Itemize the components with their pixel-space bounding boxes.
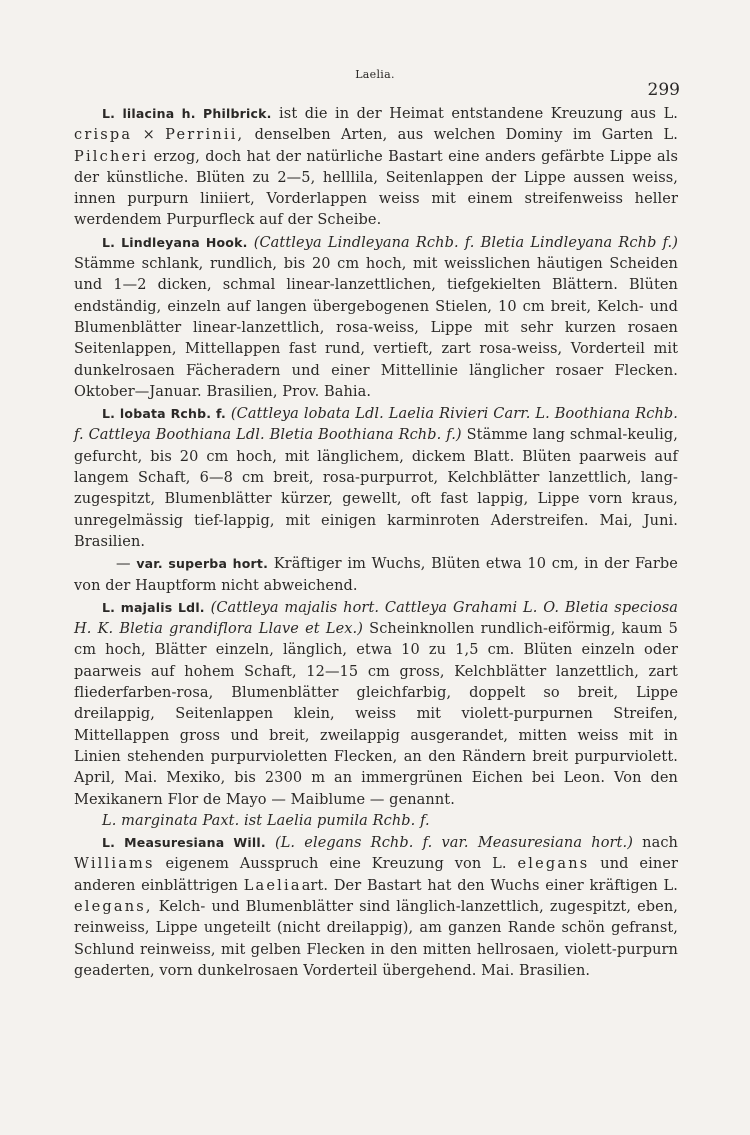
spaced-name: Pilcheri	[74, 148, 149, 165]
synonyms: (L. elegans Rchb. f. var. Measuresiana hort.)	[265, 835, 633, 852]
page-number: 299	[647, 80, 680, 100]
spaced-name: elegans	[517, 856, 590, 873]
entry-text: Stämme lang schmal-keulig, gefurcht, bis 20 cm hoch, mit länglichem, dickem Blatt. Blüten paarweis auf langem Schaft, 6—8 cm breit, rosa-purpurrot, Kelchblätter lanzettlich, lang-zugespitzt, Blumenblätter kürzer, gewellt, oft fast lappig, Lippe vorn kraus, unregelmässig tief-lappig, mit einigen karminroten Aderstreifen. Mai, Juni. Brasilien.	[74, 427, 678, 550]
synonyms: (Cattleya majalis hort. Cattleya Grahami L. O. Bletia speciosa H. K. Bletia grandiflora Llave et Lex.)	[74, 599, 678, 638]
entry-text: Kelch- und Blumenblätter sind länglich-lanzettlich, zugespitzt, eben, reinweiss, Lippe ungeteilt (nicht dreilappig), am ganzen Rande schön gefranst, Schlund reinweiss, mit gelben Flecken in den mitten hellrosaen, violett-purpurn geaderten, vorn dunkelrosaen Vorderteil übergehend. Mai. Brasilien.	[74, 898, 678, 979]
entry-text: erzog, doch hat der natürliche Bastart eine anders gefärbte Lippe als der künstliche. Blüten zu 2—5, helllila, Seitenlappen der Lippe aussen weiss, innen purpurn liniiert, Vorderlappen weiss mit einem streifenweiss heller werdendem Purpurfleck auf der Scheibe.	[74, 148, 678, 229]
entry-var-superba	[74, 553, 678, 597]
species-heading: L. majalis Ldl.	[102, 599, 205, 615]
synonyms: (Cattleya lobata Ldl. Laelia Rivieri Carr. L. Boothiana Rchb. f. Cattleya Boothiana Ldl. Bletia Boothiana Rchb. f.)	[74, 406, 678, 444]
entry-text: ist die in der Heimat entstandene Kreuzung aus L.	[271, 106, 679, 122]
species-heading: L. lobata Rchb. f.	[102, 406, 226, 422]
body-text	[74, 103, 678, 982]
spaced-name: Perrinii,	[165, 127, 245, 144]
entry-majalis	[74, 597, 678, 811]
entry-text: und einer anderen einblättrigen	[74, 856, 679, 894]
running-head: Laelia.	[355, 68, 395, 81]
entry-text: art. Der Bastart hat den Wuchs einer kräftigen L.	[301, 877, 678, 894]
entry-text: denselben Arten, aus welchen Dominy im Garten L.	[244, 127, 678, 144]
entry-text: eigenem Ausspruch eine Kreuzung von L.	[154, 856, 518, 873]
entry-lobata	[74, 403, 678, 553]
species-heading: L. lilacina h. Philbrick.	[102, 106, 272, 121]
synonyms: (Cattleya Lindleyana Rchb. f. Bletia Lindleyana Rchb f.)	[247, 234, 679, 251]
entry-text: Scheinknollen rundlich-eiförmig, kaum 5 cm hoch, Blätter einzeln, länglich, etwa 10 zu 1,5 cm. Blüten einzeln oder paarweis auf hohem Schaft, 12—15 cm gross, Kelchblätter lanzettlich, zart fliederfarben-rosa, Blumenblätter gleichfarbig, doppelt so breit, Lippe dreilappig, Seitenlappen klein, weiss mit violett-purpurnen Streifen, Mittellappen gross und breit, zweilappig ausgerandet, mitten weiss mit in Linien stehenden purpurvioletten Flecken, an den Rändern breit purpurviolett. April, Mai. Mexiko, bis 2300 m an immergrünen Eichen bei Leon. Von den Mexikanern Flor de Mayo — Maiblume — genannt.	[74, 621, 679, 808]
spaced-name: Laelia	[243, 877, 302, 894]
entry-lindleyana	[74, 232, 678, 403]
entry-text: Kräftiger im Wuchs, Blüten etwa 10 cm, in der Farbe von der Hauptform nicht abweichend.	[74, 556, 678, 594]
species-heading: L. Lindleyana Hook.	[102, 234, 248, 250]
spaced-name: Williams	[74, 856, 155, 873]
entry-text: Stämme schlank, rundlich, bis 20 cm hoch, mit weisslichen häutigen Scheiden und 1—2 dicken, schmal linear-lanzettlichen, tiefgekielten Blättern. Blüten endständig, einzeln auf langen übergebogenen Stielen, 10 cm breit, Kelch- und Blumenblätter linear-lanzettlich, rosa-weiss, Lippe mit sehr kurzen rosaen Seitenlappen, Mittellappen fast rund, vertieft, zart rosa-weiss, Vorderteil mit dunkelrosaen Fächeradern und einer Mittellinie länglicher rosaer Flecken. Oktober—Januar. Brasilien, Prov. Bahia.	[74, 256, 678, 400]
species-heading: L. Measuresiana Will.	[102, 835, 266, 851]
variety-heading: var. superba hort.	[136, 556, 269, 572]
entry-lilacina	[74, 103, 678, 232]
synonym-note: L. marginata Paxt. ist Laelia pumila Rchb. f.	[102, 812, 430, 829]
entry-marginata	[74, 811, 678, 832]
dash: —	[116, 556, 137, 573]
entry-text: ×	[132, 127, 166, 144]
spaced-name: crispa	[74, 127, 133, 144]
spaced-name: elegans,	[74, 898, 153, 915]
entry-text: nach	[632, 835, 678, 852]
entry-measuresiana	[74, 832, 678, 982]
